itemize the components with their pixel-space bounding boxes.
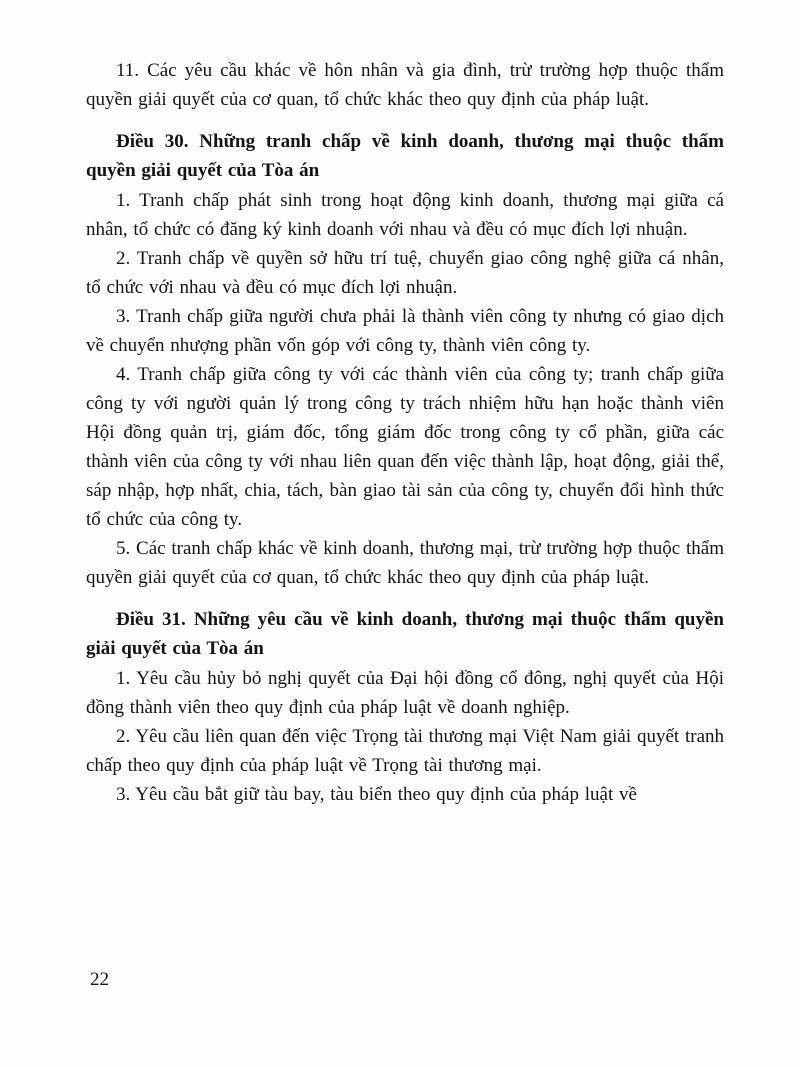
paragraph: 2. Tranh chấp về quyền sở hữu trí tuệ, chuyển giao công nghệ giữa cá nhân, tổ chức với nhau và đều có mục đích lợi nhuận. (86, 248, 724, 298)
article-heading: Điều 31. Những yêu cầu về kinh doanh, thương mại thuộc thẩm quyền giải quyết của Tòa án (86, 609, 724, 659)
article-heading: Điều 30. Những tranh chấp về kinh doanh, thương mại thuộc thẩm quyền giải quyết của Tòa án (86, 131, 724, 181)
paragraph: 4. Tranh chấp giữa công ty với các thành viên của công ty; tranh chấp giữa công ty với người quản lý trong công ty trách nhiệm hữu hạn hoặc thành viên Hội đồng quản trị, giám đốc, tổng giám đốc trong công ty cổ phần, giữa các thành viên của công ty với nhau liên quan đến việc thành lập, hoạt động, giải thể, sáp nhập, hợp nhất, chia, tách, bàn giao tài sản của công ty, chuyển đổi hình thức tổ chức của công ty. (86, 364, 724, 530)
paragraph: 5. Các tranh chấp khác về kinh doanh, thương mại, trừ trường hợp thuộc thẩm quyền giải quyết của cơ quan, tổ chức khác theo quy định của pháp luật. (86, 538, 724, 588)
paragraph: 1. Tranh chấp phát sinh trong hoạt động kinh doanh, thương mại giữa cá nhân, tổ chức có đăng ký kinh doanh với nhau và đều có mục đích lợi nhuận. (86, 190, 724, 240)
paragraph: 3. Yêu cầu bắt giữ tàu bay, tàu biển theo quy định của pháp luật về (116, 784, 637, 805)
document-body (86, 56, 724, 809)
page-number: 22 (90, 969, 109, 990)
paragraph: 11. Các yêu cầu khác về hôn nhân và gia đình, trừ trường hợp thuộc thẩm quyền giải quyết của cơ quan, tổ chức khác theo quy định của pháp luật. (86, 60, 724, 110)
paragraph: 2. Yêu cầu liên quan đến việc Trọng tài thương mại Việt Nam giải quyết tranh chấp theo quy định của pháp luật về Trọng tài thương mại. (86, 726, 724, 776)
paragraph: 1. Yêu cầu hủy bỏ nghị quyết của Đại hội đồng cổ đông, nghị quyết của Hội đồng thành viên theo quy định của pháp luật về doanh nghiệp. (86, 668, 724, 718)
paragraph: 3. Tranh chấp giữa người chưa phải là thành viên công ty nhưng có giao dịch về chuyển nhượng phần vốn góp với công ty, thành viên công ty. (86, 306, 724, 356)
